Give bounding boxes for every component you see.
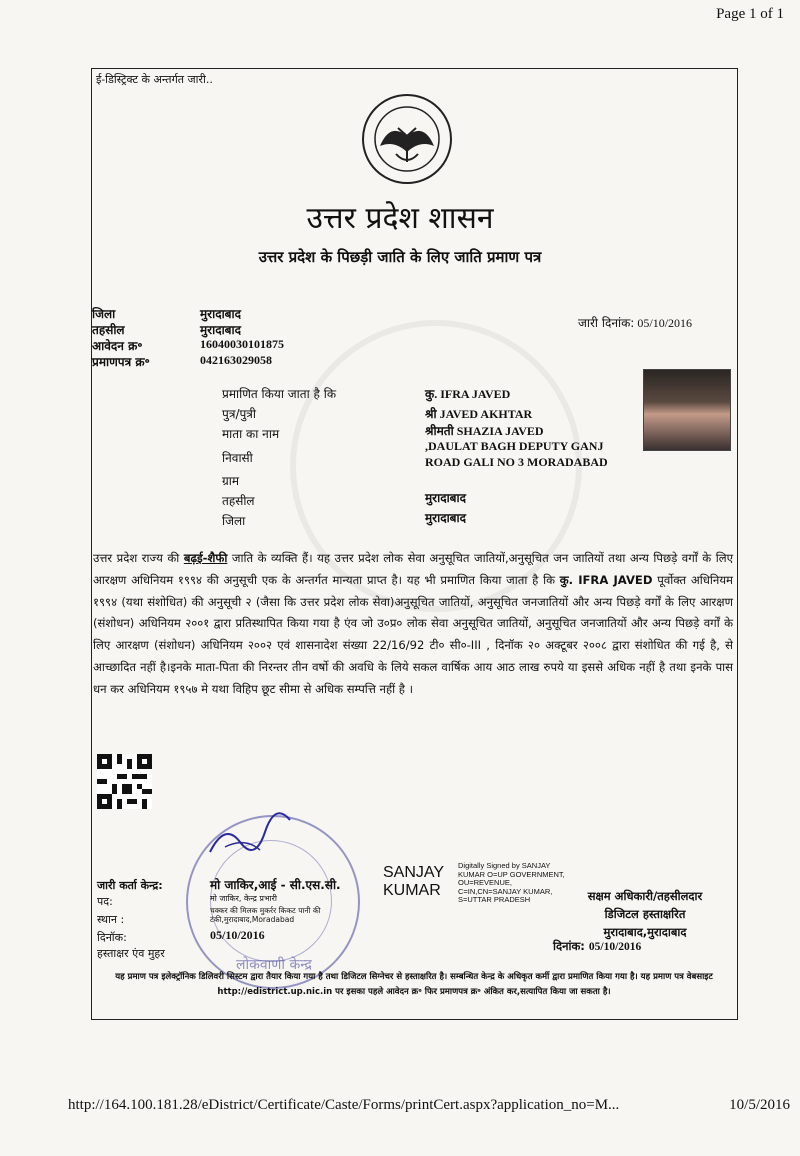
body-text: पूर्वोक्त अधिनियम १९९४ (यथा संशोधित) की अनुसूची २ (जैसा कि उत्तर प्रदेश लोक सेवा)अनुसूचित जातियों, अनुसूचित जनजातियों और अन्य पिछड़े वर्गों के लिए आरक्षण (संशोधन) अधिनियम २००१ द्वारा प्रतिस्थापित किया गया है एंव जो उ०प्र० लोक सेवा अनुसूचित जातियों, अनुसूचित जनजातियों और अन्य पिछड़े वर्गों के लिए आरक्षण (संशोधन) अधिनियम २००२ एवं शासनादेश संख्या 22/16/92 टी० सी०-III , दिनॉक २० अक्टूबर २००८ द्वारा संशोधित की गई है, से आच्छादित नहीं है।इनके माता-पिता की निरन्तर तीन वर्षो की अवधि के लिये सकल वार्षिक आय आठ लाख रुपये या इससे अधिक नहीं है तथा इनके पास धन कर अधिनियम १९५७ मे यथा विहिप छूट सीमा से अधिक सम्पत्ति नहीं है । — [93, 572, 733, 696]
issuing-centre-value: मो जाकिर,आई - सी.एस.सी. — [210, 878, 341, 892]
place-label: स्थान : — [97, 913, 125, 926]
caste-name: बढ़ई-शैफी — [183, 551, 228, 565]
detail-label: जिला — [222, 514, 246, 528]
application-no-value: 16040030101875 — [200, 337, 284, 351]
body-text: उत्तर प्रदेश राज्य की — [93, 551, 184, 565]
certificate-title: उत्तर प्रदेश शासन — [306, 201, 494, 236]
issue-date-value: 05/10/2016 — [637, 316, 693, 330]
authority-title: सक्षम अधिकारी/तहसीलदार — [587, 889, 703, 903]
authority-place: मुरादाबाद,मुरादाबाद — [603, 925, 687, 939]
detail-label: तहसील — [222, 494, 255, 508]
print-date: 10/5/2016 — [729, 1097, 790, 1113]
certificate-no-value: 042163029058 — [200, 353, 272, 367]
applicant-name: कु. IFRA JAVED — [559, 572, 653, 587]
footer-date-label: दिनॉक: — [97, 931, 127, 944]
detail-value-tehsil: मुरादाबाद — [425, 491, 467, 505]
district-value: मुरादाबाद — [200, 307, 242, 321]
verification-note: यह प्रमाण पत्र इलेक्ट्रॉनिक डिलिवरी सिस्टम द्वारा तैयार किया गया है तथा डिजिटल सिग्नेचर से हस्ताक्षरित है। सम्बन्धित केन्द्र के अधिकृत कर्मी द्वारा प्रमाणित किया गया है। यह प्रमाण पत्र वेबसाइट http://edistrict.up.nic.in पर इसका पहले आवेदन क्र॰ फिर प्रमाणपत्र क्र॰ अंकित कर,सत्यापित किया जा सकता है। — [115, 972, 713, 997]
footer-date-value: 05/10/2016 — [210, 928, 265, 942]
designation-value: मो जाकिर, केन्द्र प्रभारी — [210, 894, 277, 903]
handwritten-signature-icon — [205, 812, 295, 862]
detail-label: पुत्र/पुत्री — [222, 407, 257, 421]
digital-signature-name — [383, 864, 444, 900]
detail-label: प्रमाणित किया जाता है कि — [222, 387, 337, 401]
intro-note: ई-डिस्ट्रिक्ट के अन्तर्गत जारी.. — [96, 73, 213, 86]
tehsil-label: तहसील — [92, 323, 125, 337]
authority-date-label: दिनांक: — [553, 939, 585, 953]
district-label: जिला — [92, 307, 116, 321]
detail-value-mother: श्रीमती SHAZIA JAVED — [425, 424, 544, 438]
applicant-photo — [643, 369, 731, 451]
detail-label: निवासी — [222, 451, 253, 465]
page-number: Page 1 of 1 — [716, 6, 784, 22]
up-government-emblem-icon — [360, 92, 454, 186]
authority-digital: डिजिटल हस्ताक्षरित — [604, 907, 686, 921]
signer-name-line1: SANJAY — [383, 864, 445, 881]
detail-value-name: कु. IFRA JAVED — [425, 387, 511, 401]
detail-value-address-2: ROAD GALI NO 3 MORADABAD — [425, 455, 608, 469]
detail-label: ग्राम — [222, 474, 240, 488]
print-url: http://164.100.181.28/eDistrict/Certificate/Caste/Forms/printCert.aspx?application_no=M... — [68, 1097, 620, 1113]
application-no-label: आवेदन क्र॰ — [92, 339, 143, 353]
certificate-no-label: प्रमाणपत्र क्र॰ — [92, 355, 150, 369]
issuing-centre-label: जारी कर्ता केन्द्र: — [97, 879, 163, 892]
sign-seal-label: हस्ताक्षर एंव मुहर — [97, 947, 165, 960]
detail-value-address-1: ,DAULAT BAGH DEPUTY GANJ — [425, 439, 604, 453]
certificate-subtitle: उत्तर प्रदेश के पिछड़ी जाति के लिए जाति प्रमाण पत्र — [258, 248, 542, 266]
signer-name-line2: KUMAR — [383, 882, 441, 899]
stamp-text: लोकवाणी केन्द्र — [236, 957, 312, 973]
certificate-body — [93, 548, 733, 701]
issue-date — [578, 314, 692, 331]
detail-label: माता का नाम — [222, 427, 280, 441]
issue-date-label: जारी दिनांक: — [578, 316, 635, 330]
authority-date — [553, 939, 641, 954]
qr-code-icon — [97, 754, 152, 809]
place-value: चक्कर की मिलक मुकर्रर किकट पानी की टंकी,मुरादाबाद,Moradabad — [210, 906, 321, 924]
detail-value-father: श्री JAVED AKHTAR — [425, 407, 533, 421]
body-text: जाति के व्यक्ति हैं। यह उत्तर प्रदेश लोक सेवा अनुसूचित जातियों,अनुसूचित जन जातियों तथा अन्य पिछड़े वर्गों के लिए आरक्षण अधिनियम १९९४ की अनुसूची एक के अन्तर्गत मान्यता प्राप्त है। यह भी प्रमाणित किया जाता है कि — [93, 551, 734, 587]
digital-signature-details: Digitally Signed by SANJAY KUMAR O=UP GOVERNMENT, OU=REVENUE, C=IN,CN=SANJAY KUMAR, S=UTTAR PRADESH — [458, 861, 565, 905]
detail-value-district: मुरादाबाद — [425, 511, 467, 525]
authority-date-value: 05/10/2016 — [588, 941, 642, 953]
tehsil-value: मुरादाबाद — [200, 323, 242, 337]
designation-label: पद: — [97, 895, 113, 908]
